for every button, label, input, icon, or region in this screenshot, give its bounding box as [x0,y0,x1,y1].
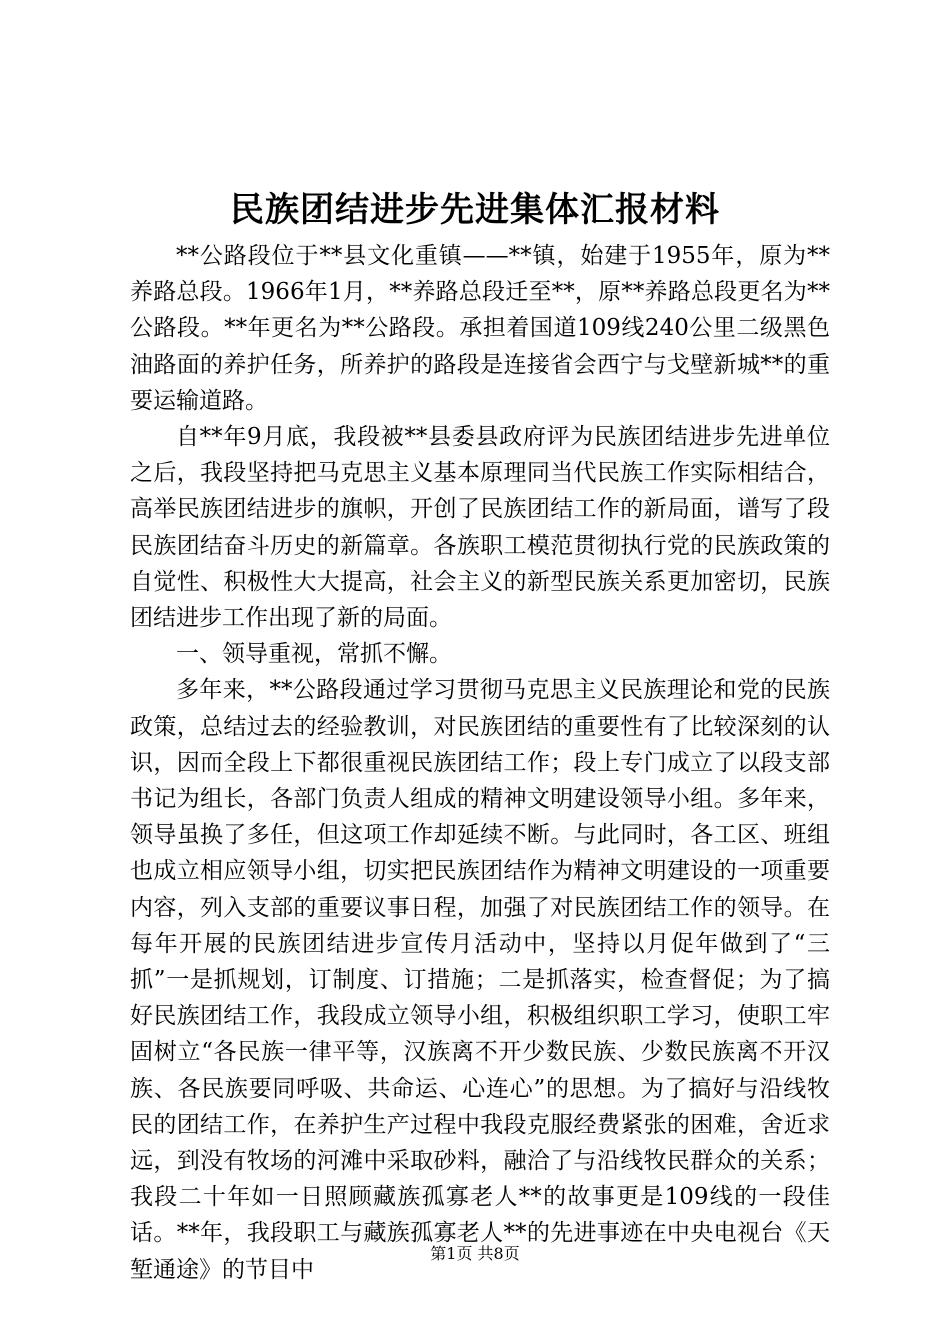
document-title: 民族团结进步先进集体汇报材料 [230,190,720,230]
section-heading-leadership: 一、领导重视，常抓不懈。 [176,641,452,668]
page-number-footer: 第1页 共8页 [430,1244,520,1263]
document-body [130,238,830,1288]
paragraph-intro: **公路段位于**县文化重镇——**镇，始建于1955年，原为**养路总段。1966年1月，**养路总段迁至**，原**养路总段更名为**公路段。**年更名为**公路段。承担着国道109线240公里二级黑色油路面的养护任务，所养护的路段是连接省会西宁与戈壁新城**的重要运输道路。 [130,243,830,414]
paragraph-honor: 自**年9月底，我段被**县委县政府评为民族团结进步先进单位之后，我段坚持把马克思主义基本原理同当代民族工作实际相结合，高举民族团结进步的旗帜，开创了民族团结工作的新局面，谱写了段民族团结奋斗历史的新篇章。各族职工模范贯彻执行党的民族政策的自觉性、积极性大大提高，社会主义的新型民族关系更加密切，民族团结进步工作出现了新的局面。 [130,424,830,632]
paragraph-leadership: 多年来，**公路段通过学习贯彻马克思主义民族理论和党的民族政策，总结过去的经验教训，对民族团结的重要性有了比较深刻的认识，因而全段上下都很重视民族团结工作；段上专门成立了以段支部书记为组长，各部门负责人组成的精神文明建设领导小组。多年来，领导虽换了多任，但这项工作却延续不断。与此同时，各工区、班组也成立相应领导小组，切实把民族团结作为精神文明建设的一项重要内容，列入支部的重要议事日程，加强了对民族团结工作的领导。在每年开展的民族团结进步宣传月活动中，坚持以月促年做到了“三抓”一是抓规划，订制度、订措施；二是抓落实，检查督促；为了搞好民族团结工作，我段成立领导小组，积极组织职工学习，使职工牢固树立“各民族一律平等，汉族离不开少数民族、少数民族离不开汉族、各民族要同呼吸、共命运、心连心”的思想。为了搞好与沿线牧民的团结工作，在养护生产过程中我段克服经费紧张的困难，舍近求远，到没有牧场的河滩中采取砂料，融洽了与沿线牧民群众的关系；我段二十年如一日照顾藏族孤寡老人**的故事更是109线的一段佳话。**年，我段职工与藏族孤寡老人**的先进事迹在中央电视台《天堑通途》的节目中 [130,677,830,1283]
